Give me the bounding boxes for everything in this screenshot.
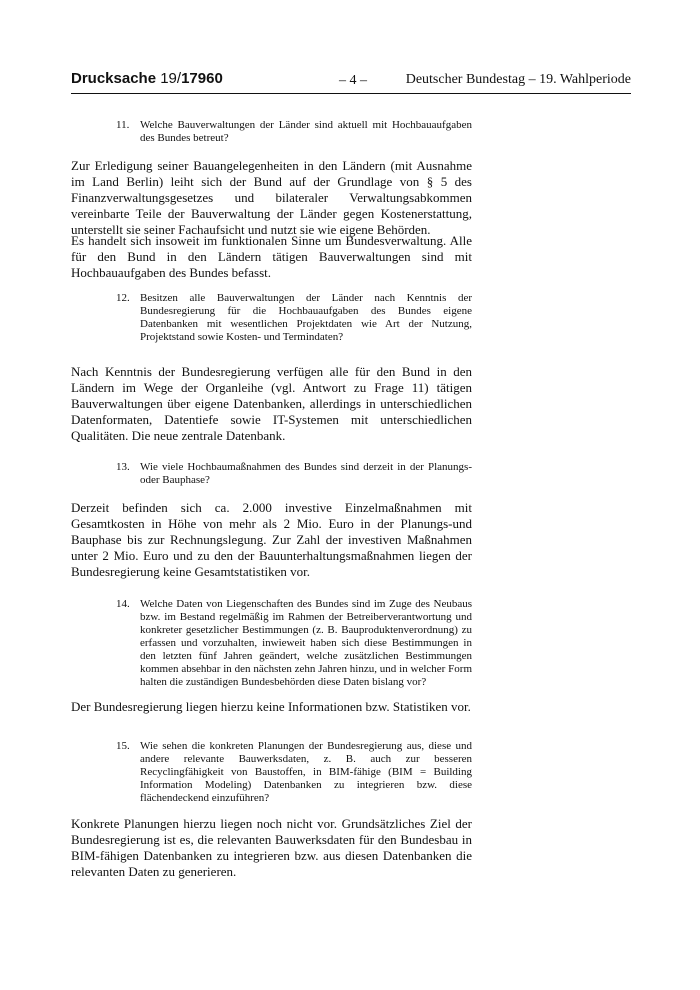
question-text: Welche Bauverwaltungen der Länder sind aktuell mit Hochbauaufgaben des Bundes betreut?	[140, 119, 472, 144]
parliament-period: Deutscher Bundestag – 19. Wahlperiode	[405, 72, 631, 87]
question-text: Wie viele Hochbaumaßnahmen des Bundes sind derzeit in der Planungs- oder Bauphase?	[140, 461, 472, 486]
drucksache-label	[71, 70, 223, 87]
drucksache-number: 17960	[181, 70, 223, 87]
question-number: 12.	[116, 292, 130, 304]
question-number: 11.	[116, 119, 130, 131]
question-number: 13.	[116, 461, 130, 473]
question-15	[116, 740, 472, 805]
answer-11-paragraph-1: Zur Erledigung seiner Bauangelegenheiten in den Ländern (mit Ausnahme im Land Berlin) leiht sich der Bund auf der Grundlage von § 5 des Finanzverwaltungsgesetzes und bilateraler Verwaltungsabkommen vereinbarte Teile der Bauverwaltung der Länder gegen Kostenerstattung, unterstellt sie seiner Fachaufsicht und nutzt sie wie eigene Behörden.	[71, 158, 472, 237]
header-rule	[71, 93, 631, 94]
question-12	[116, 292, 472, 344]
answer-11-paragraph-2: Es handelt sich insoweit im funktionalen Sinne um Bundesverwaltung. Alle für den Bund in den Ländern tätigen Bauverwaltungen sind mit Hochbauaufgaben des Bundes befasst.	[71, 233, 472, 280]
page-header	[71, 70, 631, 92]
answer-14: Der Bundesregierung liegen hierzu keine Informationen bzw. Statistiken vor.	[71, 699, 471, 714]
question-text: Wie sehen die konkreten Planungen der Bundesregierung aus, diese und andere relevante Bauwerksdaten, z. B. auch zur besseren Recyclingfähigkeit von Baustoffen, in BIM-fähige (BIM = Building Information Modeling) Datenbanken zu integrieren bzw. diese flächendeckend einzuführen?	[140, 740, 472, 804]
question-text: Welche Daten von Liegenschaften des Bundes sind im Zuge des Neubaus bzw. im Bestand regelmäßig im Rahmen der Betreiberverantwortung und konkreter gesetzlicher Bestimmungen (z. B. Bauproduktenverordnung) zu erfassen und vorzuhalten, inwieweit haben sich diese Bestimmungen in den letzten fünf Jahren geändert, welche zusätzlichen Bestimmungen kommen absehbar in den nächsten zehn Jahren hinzu, und in welcher Form halten die zuständigen Bundesbehörden diese Daten bislang vor?	[140, 598, 472, 688]
question-number: 15.	[116, 740, 130, 752]
question-14	[116, 598, 472, 689]
question-13	[116, 461, 472, 487]
answer-12: Nach Kenntnis der Bundesregierung verfügen alle für den Bund in den Ländern im Wege der Organleihe (vgl. Antwort zu Frage 11) tätigen Bauverwaltungen über eigene Datenbanken, allerdings in unterschiedlichen Datenformaten, Datentiefe sowie IT-Systemen mit unterschiedlichen Qualitäten. Die neue zentrale Datenbank.	[71, 364, 472, 443]
answer-13: Derzeit befinden sich ca. 2.000 investive Einzelmaßnahmen mit Gesamtkosten in Höhe von mehr als 2 Mio. Euro in der Planungs-und Bauphase bis zur Rechnungslegung. Zur Zahl der investiven Maßnahmen unter 2 Mio. Euro und zu den der Bauunterhaltungsmaßnahmen liegen der Bundesregierung keine Gesamtstatistiken vor.	[71, 500, 472, 579]
drucksache-word: Drucksache	[71, 70, 161, 87]
page-number: – 4 –	[339, 73, 367, 88]
drucksache-number-prefix: 19/	[160, 70, 182, 87]
question-text: Besitzen alle Bauverwaltungen der Länder nach Kenntnis der Bundesregierung für die Hochbauaufgaben des Bundes eigene Datenbanken mit wesentlichen Projektdaten wie Art der Nutzung, Projektstand sowie Kosten- und Termindaten?	[140, 292, 472, 343]
question-11	[116, 119, 472, 145]
question-number: 14.	[116, 598, 130, 610]
answer-15: Konkrete Planungen hierzu liegen noch nicht vor. Grundsätzliches Ziel der Bundesregierung ist es, die relevanten Bauwerksdaten für den Bundesbau in BIM-fähigen Datenbanken zu integrieren bzw. aus diesen Datenbanken die relevanten Daten zu generieren.	[71, 816, 472, 879]
